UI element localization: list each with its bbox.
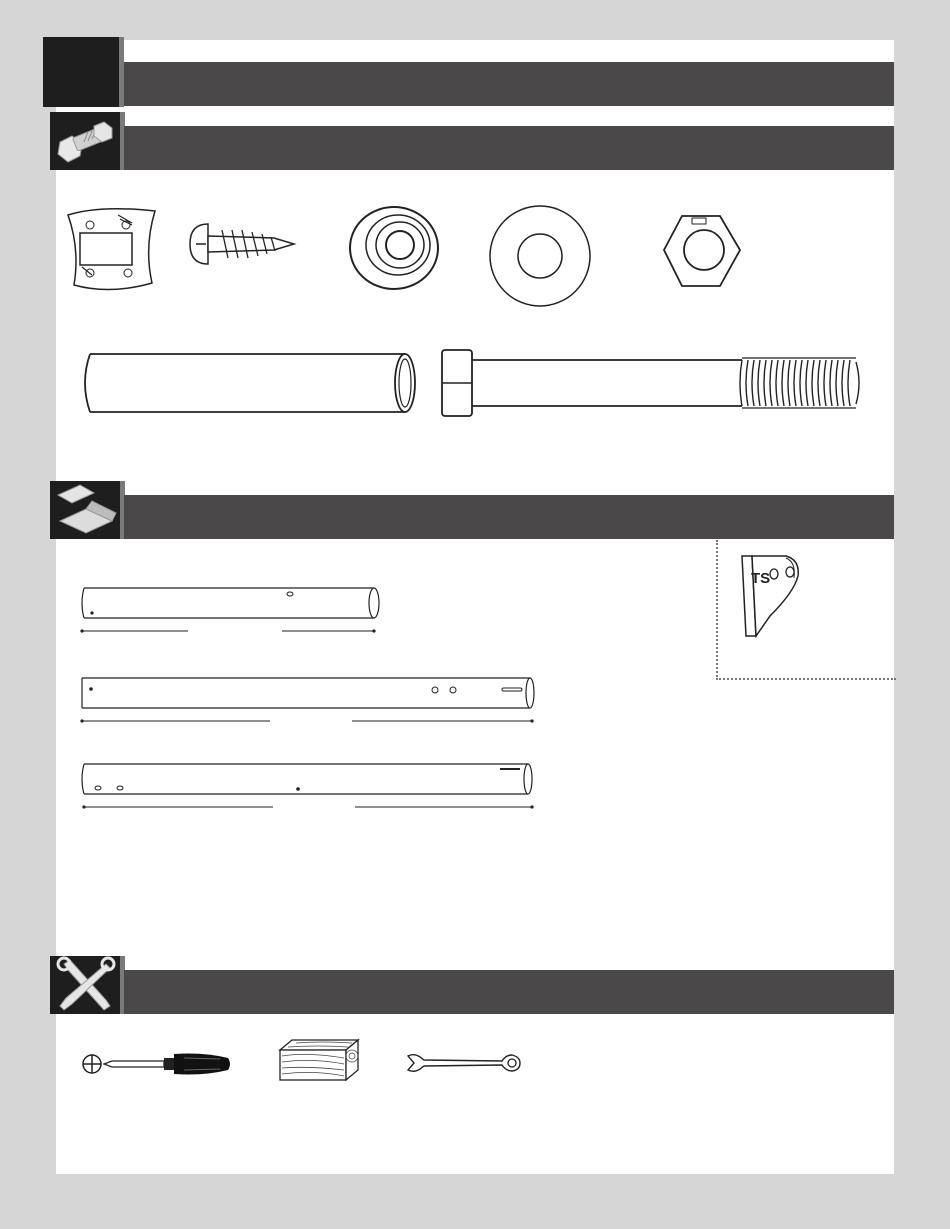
combination-wrench-icon bbox=[406, 1052, 522, 1074]
hex-nut-icon bbox=[662, 212, 742, 290]
step-header-bar bbox=[124, 62, 894, 106]
bracket-plate-icon bbox=[60, 205, 160, 290]
wood-block-icon bbox=[278, 1038, 360, 1082]
wrench-screwdriver-icon bbox=[50, 956, 120, 1014]
washer-icon bbox=[488, 204, 592, 308]
bracket-icon bbox=[50, 481, 120, 539]
step-number-block bbox=[43, 37, 121, 107]
phillips-screwdriver-icon bbox=[80, 1050, 232, 1078]
hardware-section-bar bbox=[124, 126, 894, 170]
parts-section-tile bbox=[50, 481, 120, 539]
hex-bolt-icon bbox=[440, 348, 870, 418]
long-pipe-b bbox=[78, 762, 540, 812]
bushing-icon bbox=[348, 205, 440, 291]
hardware-section-tile bbox=[50, 112, 120, 170]
gusset-bracket-icon bbox=[736, 552, 806, 638]
short-pipe bbox=[78, 586, 384, 636]
nut-bolt-icon bbox=[50, 112, 120, 170]
parts-section-bar bbox=[124, 495, 894, 539]
lag-screw-icon bbox=[188, 218, 300, 270]
tools-section-bar bbox=[124, 970, 894, 1014]
tools-section-tile bbox=[50, 956, 120, 1014]
spacer-tube-icon bbox=[80, 350, 420, 416]
callout-label: TS bbox=[751, 570, 771, 587]
long-pipe-a bbox=[78, 676, 540, 726]
